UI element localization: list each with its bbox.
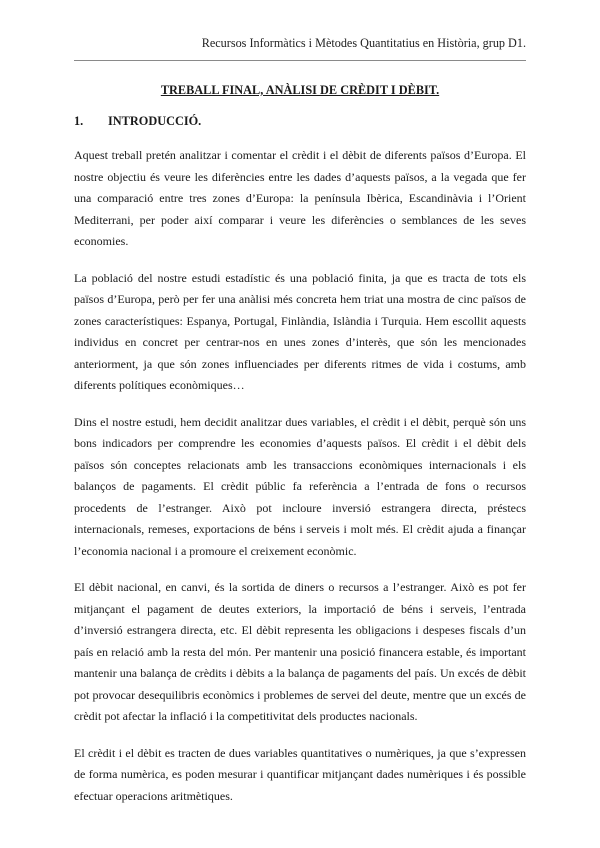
running-header: Recursos Informàtics i Mètodes Quantitatius en Història, grup D1. bbox=[201, 36, 526, 50]
document-title: TREBALL FINAL, ANÀLISI DE CRÈDIT I DÈBIT. bbox=[160, 83, 440, 97]
paragraph-3: Dins el nostre estudi, hem decidit analitzar dues variables, el crèdit i el dèbit, perquè són uns bons indicadors per comprendre les economies d’aquests països. El crèdit i el dèbit dels països són conceptes relacionats amb les transaccions econòmiques internacionals i els balanços de pagaments. El crèdit públic fa referència a l’entrada de fons o recursos procedents de l’estranger. Això pot incloure inversió estrangera directa, préstecs internacionals, remeses, exportacions de béns i serveis i molt més. El crèdit ajuda a finançar l’economia nacional i a promoure el creixement econòmic. bbox=[74, 414, 526, 558]
paragraph-2: La població del nostre estudi estadístic és una població finita, ja que es tracta de tots els països d’Europa, però per fer una anàlisi més concreta hem triat una mostra de cinc països de zones característiques: Espanya, Portugal, Finlàndia, Islàndia i Turquia. Hem escollit aquests individus en concret per centrar-nos en unes zones d’interès, que són les mencionades anteriorment, ja que són zones influenciades per diferents ritmes de vida i costums, amb diferents polítiques econòmiques… bbox=[74, 270, 526, 392]
header-divider bbox=[74, 60, 526, 61]
section-number: 1. bbox=[74, 114, 84, 128]
section-heading bbox=[74, 114, 201, 129]
paragraph-1: Aquest treball pretén analitzar i comentar el crèdit i el dèbit de diferents països d’Europa. El nostre objectiu és veure les diferències entre les dades d’aquests països, a la vegada que fer una comparació entre tres zones d’Europa: la península Ibèrica, Escandinàvia i l’Orient Mediterrani, per poder així comparar i veure les diferències o semblances de les seves economies. bbox=[74, 148, 526, 248]
section-title: INTRODUCCIÓ. bbox=[108, 114, 202, 128]
document-body bbox=[74, 145, 526, 822]
paragraph-4: El dèbit nacional, en canvi, és la sortida de diners o recursos a l’estranger. Això es pot fer mitjançant el pagament de deutes exteriors, la importació de béns i serveis, l’entrada d’inversió estrangera directa, etc. El dèbit representa les obligacions i despeses fiscals d’un país en relació amb la resta del món. Per mantenir una posició financera estable, és important mantenir una balança de crèdits i dèbits a la balança de pagaments del país. Un excés de dèbit pot provocar desequilibris econòmics i problemes de servei del deute, mentre que un excés de crèdit pot afectar la inflació i la competitivitat dels productes nacionals. bbox=[74, 580, 526, 723]
paragraph-5: El crèdit i el dèbit es tracten de dues variables quantitatives o numèriques, ja que s’expressen de forma numèrica, es poden mesurar i quantificar mitjançant dades numèriques i és possible efectuar operacions aritmètiques. bbox=[74, 745, 526, 803]
